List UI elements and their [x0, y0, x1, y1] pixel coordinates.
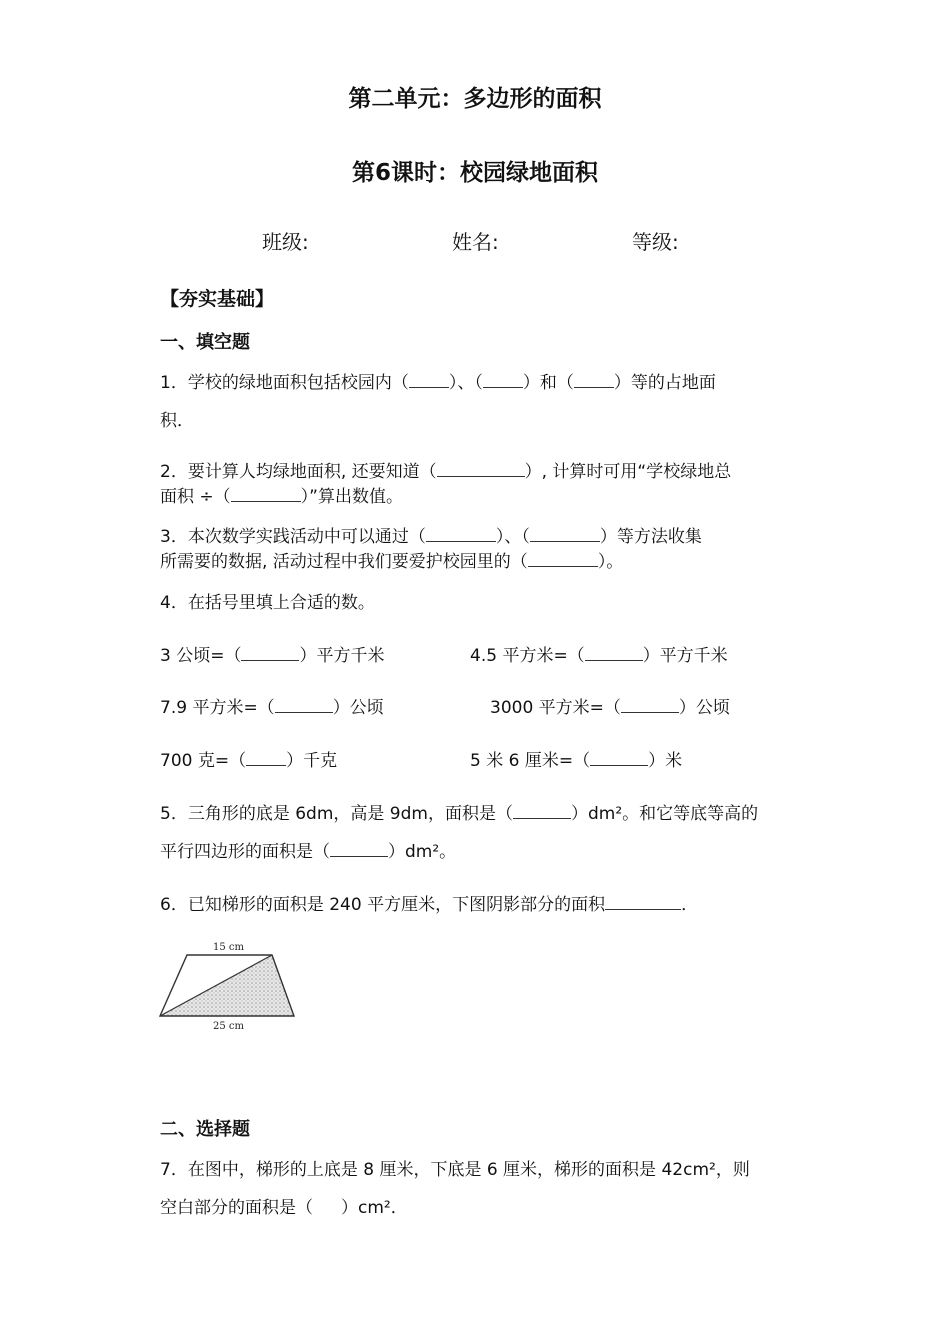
answer-blank[interactable] — [275, 697, 333, 713]
part-fill-blank: 一、填空题 — [160, 332, 250, 353]
answer-blank[interactable] — [585, 645, 643, 661]
answer-blank[interactable] — [590, 750, 648, 766]
answer-blank[interactable] — [330, 841, 388, 857]
lesson-title: 第6课时：校园绿地面积 — [351, 160, 598, 186]
conversion-item: 700 克=（ ）千克 — [160, 751, 338, 771]
class-label: 班级: — [262, 230, 309, 254]
answer-blank[interactable] — [574, 372, 614, 388]
question-1-cont: 积． — [160, 411, 194, 431]
answer-blank[interactable] — [246, 750, 286, 766]
answer-blank[interactable] — [426, 526, 496, 542]
answer-blank[interactable] — [231, 486, 301, 502]
question-3: 3．本次数学实践活动中可以通过（ ）、（ ）等方法收集 — [160, 527, 702, 547]
question-7: 7．在图中，梯形的上底是 8 厘米，下底是 6 厘米，梯形的面积是 42cm²，则 — [160, 1160, 750, 1180]
page-title: 第二单元：多边形的面积 — [348, 86, 602, 112]
trapezoid-figure — [155, 938, 305, 1034]
shaded-triangle — [160, 955, 294, 1016]
question-4: 4．在括号里填上合适的数。 — [160, 593, 375, 613]
conversion-item: 5 米 6 厘米=（ ）米 — [470, 751, 683, 771]
part-choice: 二、选择题 — [160, 1119, 250, 1140]
question-3-cont: 所需要的数据, 活动过程中我们要爱护校园里的（ ）。 — [160, 552, 624, 572]
answer-blank[interactable] — [409, 372, 449, 388]
name-label: 姓名: — [452, 230, 499, 254]
answer-blank[interactable] — [241, 645, 299, 661]
answer-blank[interactable] — [437, 461, 525, 477]
question-1: 1．学校的绿地面积包括校园内（ ）、（ ）和（ ）等的占地面 — [160, 373, 716, 393]
question-7-cont: 空白部分的面积是（ ）cm²． — [160, 1198, 408, 1218]
top-base-label: 15 cm — [213, 942, 244, 953]
answer-blank[interactable] — [483, 372, 523, 388]
bottom-base-label: 25 cm — [213, 1021, 244, 1032]
question-5: 5．三角形的底是 6dm，高是 9dm，面积是（ ）dm²。和它等底等高的 — [160, 804, 759, 824]
question-6: 6．已知梯形的面积是 240 平方厘米，下图阴影部分的面积 ． — [160, 895, 699, 915]
conversion-item: 3 公顷=（ ）平方千米 — [160, 646, 385, 666]
conversion-item: 3000 平方米=（ ）公顷 — [490, 698, 730, 718]
question-2-cont: 面积 ÷（ ）”算出数值。 — [160, 487, 403, 507]
answer-blank[interactable] — [605, 894, 681, 910]
question-2: 2．要计算人均绿地面积, 还要知道（ ）, 计算时可用“学校绿地总 — [160, 462, 732, 482]
answer-blank[interactable] — [513, 803, 571, 819]
section-basic: 【夯实基础】 — [160, 288, 275, 310]
answer-blank[interactable] — [530, 526, 600, 542]
grade-label: 等级: — [632, 230, 679, 254]
question-5-cont: 平行四边形的面积是（ ）dm²。 — [160, 842, 457, 862]
conversion-item: 7.9 平方米=（ ）公顷 — [160, 698, 384, 718]
answer-blank[interactable] — [528, 551, 598, 567]
conversion-item: 4.5 平方米=（ ）平方千米 — [470, 646, 728, 666]
answer-blank[interactable] — [621, 697, 679, 713]
